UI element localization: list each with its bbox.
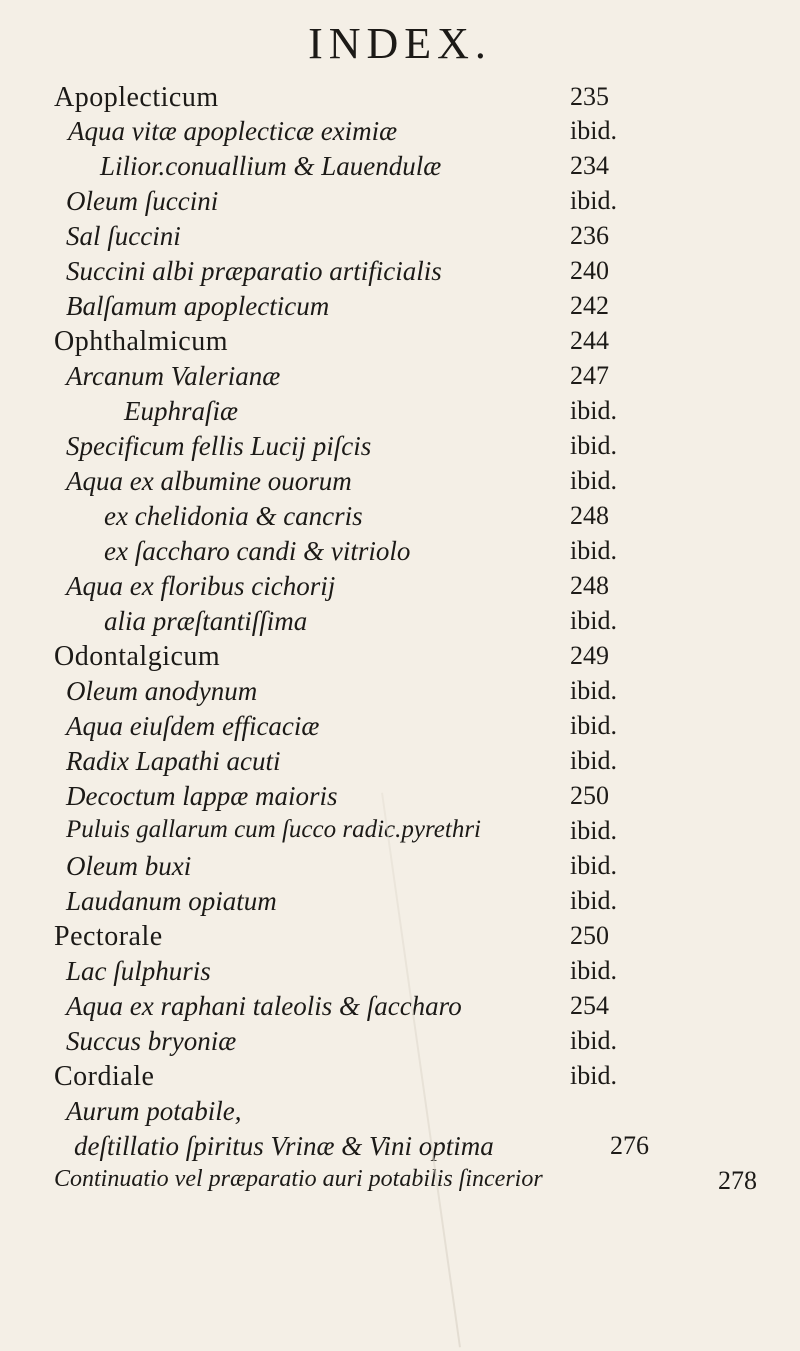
- page-header: INDEX.: [308, 19, 492, 68]
- page-ref: ibid.: [570, 466, 617, 495]
- index-entry: Arcanum Valerianæ: [66, 361, 281, 391]
- index-row: [0, 1131, 800, 1165]
- index-row: [0, 82, 800, 116]
- index-row: [0, 256, 800, 290]
- index-entry: Aqua vitæ apoplecticæ eximiæ: [68, 116, 398, 146]
- index-entry: Continuatio vel præparatio auri potabilis ſincerior: [54, 1166, 543, 1192]
- page-ref: 242: [570, 291, 609, 320]
- page-ref: ibid.: [570, 886, 617, 915]
- index-entry: ex chelidonia & cancris: [104, 501, 363, 531]
- index-entry: Sal ſuccini: [66, 221, 181, 251]
- page-ref: ibid.: [570, 431, 617, 460]
- page-ref: ibid.: [570, 816, 617, 845]
- index-row: [0, 746, 800, 780]
- index-row: [0, 781, 800, 815]
- index-entry: Lilior.conuallium & Lauendulæ: [100, 151, 442, 181]
- index-entry: Aurum potabile,: [66, 1096, 242, 1126]
- page-ref: 278: [718, 1166, 757, 1195]
- page-ref: 240: [570, 256, 609, 285]
- page-ref: 247: [570, 361, 609, 390]
- page-ref: ibid.: [570, 676, 617, 705]
- page-ref: 248: [570, 501, 609, 530]
- index-entry: Succini albi præparatio artificialis: [66, 256, 442, 286]
- page-ref: ibid.: [570, 116, 617, 145]
- index-entry: Aqua ex raphani taleolis & ſaccharo: [66, 991, 462, 1021]
- index-row: [0, 1061, 800, 1095]
- index-row: [0, 991, 800, 1025]
- page-ref: 250: [570, 921, 609, 950]
- index-row: [0, 816, 800, 850]
- index-row: [0, 396, 800, 430]
- index-row: [0, 501, 800, 535]
- index-row: [0, 1096, 800, 1130]
- index-row: [0, 676, 800, 710]
- page-ref: 254: [570, 991, 609, 1020]
- index-row: [0, 186, 800, 220]
- index-entry: Oleum ſuccini: [66, 186, 219, 216]
- index-heading: Cordiale: [54, 1061, 155, 1092]
- index-heading: Odontalgicum: [54, 641, 221, 672]
- page-ref: 234: [570, 151, 609, 180]
- index-row: [0, 606, 800, 640]
- index-row: [0, 851, 800, 885]
- index-row: [0, 221, 800, 255]
- page-ref: 249: [570, 641, 609, 670]
- index-row: [0, 1026, 800, 1060]
- index-entry: alia præſtantiſſima: [104, 606, 308, 636]
- index-row: [0, 711, 800, 745]
- index-row: [0, 536, 800, 570]
- page-ref: 244: [570, 326, 609, 355]
- index-entry: ex ſaccharo candi & vitriolo: [104, 536, 411, 566]
- index-entry: Aqua ex albumine ouorum: [66, 466, 352, 496]
- index-row: [0, 1166, 800, 1200]
- page-ref: 236: [570, 221, 609, 250]
- index-entry: Aqua eiuſdem efficaciæ: [66, 711, 320, 741]
- index-entry: Oleum anodynum: [66, 676, 258, 706]
- index-heading: Apoplecticum: [54, 82, 219, 113]
- index-entry: Puluis gallarum cum ſucco radic.pyrethri: [66, 816, 481, 843]
- index-row: [0, 641, 800, 675]
- page-ref: 250: [570, 781, 609, 810]
- page-ref: ibid.: [570, 186, 617, 215]
- index-entry: Euphraſiæ: [124, 396, 239, 426]
- index-entry: Lac ſulphuris: [66, 956, 211, 986]
- index-entry: Radix Lapathi acuti: [66, 746, 281, 776]
- index-entry: Laudanum opiatum: [66, 886, 277, 916]
- index-row: [0, 361, 800, 395]
- index-entry: Specificum fellis Lucij piſcis: [66, 431, 372, 461]
- index-row: [0, 116, 800, 150]
- index-entry: Succus bryoniæ: [66, 1026, 237, 1056]
- page-ref: ibid.: [570, 606, 617, 635]
- index-entry: Balſamum apoplecticum: [66, 291, 330, 321]
- index-entry: Decoctum lappæ maioris: [66, 781, 338, 811]
- page-ref: ibid.: [570, 746, 617, 775]
- index-entry: deſtillatio ſpiritus Vrinæ & Vini optima: [74, 1131, 494, 1161]
- page-ref: ibid.: [570, 956, 617, 985]
- page-ref: ibid.: [570, 711, 617, 740]
- page-ref: ibid.: [570, 396, 617, 425]
- index-row: [0, 956, 800, 990]
- index-row: [0, 571, 800, 605]
- page-ref: 248: [570, 571, 609, 600]
- page-ref: ibid.: [570, 851, 617, 880]
- page-ref: 276: [610, 1131, 649, 1160]
- index-row: [0, 466, 800, 500]
- index-row: [0, 431, 800, 465]
- index-entry: Oleum buxi: [66, 851, 192, 881]
- index-row: [0, 151, 800, 185]
- page-ref: ibid.: [570, 1026, 617, 1055]
- page-ref: ibid.: [570, 1061, 617, 1090]
- index-heading: Ophthalmicum: [54, 326, 228, 357]
- index-row: [0, 291, 800, 325]
- page-ref: ibid.: [570, 536, 617, 565]
- index-heading: Pectorale: [54, 921, 163, 952]
- index-row: [0, 326, 800, 360]
- page-ref: 235: [570, 82, 609, 111]
- index-entry: Aqua ex floribus cichorij: [66, 571, 336, 601]
